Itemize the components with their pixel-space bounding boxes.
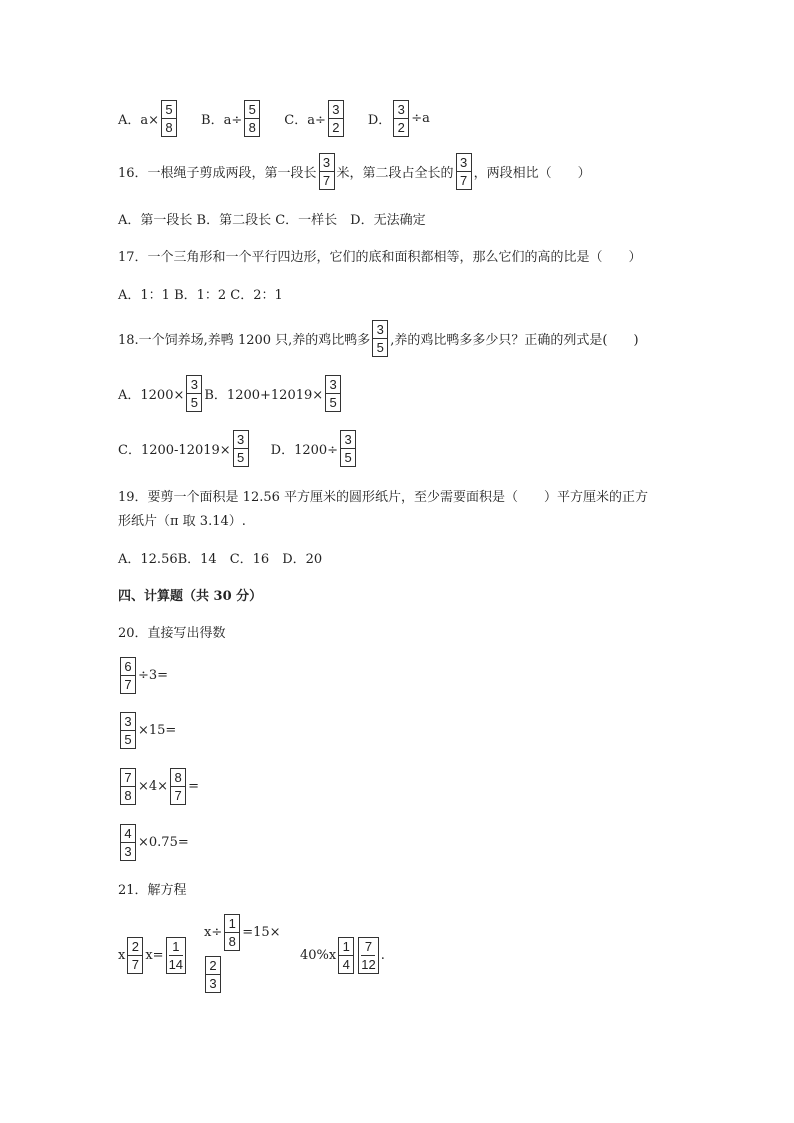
fraction: $\frac{1}{4}$: [338, 937, 354, 974]
fraction: $\frac{2}{7}$: [127, 937, 143, 974]
question-19-line-2: 形纸片（π 取 3.14）.: [118, 514, 246, 529]
option-c: C．a÷: [284, 113, 326, 128]
question-17: 17．一个三角形和一个平行四边形，它们的底和面积都相等，那么它们的高的比是（ ）: [118, 250, 642, 265]
q15-options: A．a× $\frac{5}{8}$ B．a÷ $\frac{5}{8}$ C．a÷ $\frac{3}{2}$ D． $\frac{3}{2}$ ÷a: [118, 102, 430, 135]
fraction: $\frac{3}{5}$: [372, 320, 388, 357]
fraction: $\frac{3}{5}$: [340, 430, 356, 467]
q17-options: A．1：1 B．1：2 C．2：1: [118, 288, 283, 303]
option-d: D．: [367, 113, 392, 128]
fraction: $\frac{3}{2}$: [393, 100, 409, 137]
q19-options: A．12.56B．14 C．16 D．20: [118, 552, 323, 567]
fraction: $\frac{3}{2}$: [328, 100, 344, 137]
equation-1: x $\frac{2}{7}$ x= $\frac{1}{14}$: [118, 937, 188, 974]
fraction: $\frac{5}{8}$: [244, 100, 260, 137]
fraction: $\frac{3}{5}$: [233, 430, 249, 467]
option-b: B．a÷: [201, 113, 243, 128]
equation-2-fraction: [203, 956, 223, 993]
fraction: $\frac{3}{5}$: [186, 375, 202, 412]
fraction: $\frac{8}{7}$: [170, 768, 186, 805]
expression-3: $\frac{7}{8}$ ×4× $\frac{8}{7}$ =: [118, 768, 199, 805]
section-title: 四、计算题（共 30 分）: [118, 589, 263, 604]
expression-4: $\frac{4}{3}$ ×0.75=: [118, 824, 189, 861]
fraction: $\frac{4}{3}$: [120, 824, 136, 861]
fraction: $\frac{6}{7}$: [120, 657, 136, 694]
option-b: B．1200+12019×: [204, 388, 324, 403]
option-a: A．1200×: [118, 388, 185, 403]
fraction: $\frac{7}{12}$: [358, 937, 378, 974]
fraction: $\frac{5}{8}$: [161, 100, 177, 137]
question-20-title: 20．直接写出得数: [118, 626, 226, 641]
fraction: $\frac{3}{7}$: [319, 153, 335, 190]
fraction: $\frac{3}{5}$: [120, 712, 136, 749]
fraction: $\frac{3}{7}$: [456, 153, 472, 190]
option-d: D．1200÷: [270, 443, 339, 458]
expression-2: $\frac{3}{5}$ ×15=: [118, 712, 176, 749]
fraction: $\frac{1}{8}$: [224, 914, 240, 951]
equation-2: x÷ $\frac{1}{8}$ =15×: [204, 916, 281, 949]
question-18: 18.一个饲养场,养鸭 1200 只,养的鸡比鸭多 $\frac{3}{5}$ ,养的鸡比鸭多多少只？正确的列式是( ): [118, 322, 639, 355]
q18-options-ab: [118, 375, 343, 412]
fraction: $\frac{3}{5}$: [325, 375, 341, 412]
option-c: C．1200-12019×: [118, 443, 231, 458]
fraction: $\frac{1}{14}$: [166, 937, 186, 974]
question-16: 16．一根绳子剪成两段，第一段长 $\frac{3}{7}$ 米，第二段占全长的 $\frac{3}{7}$ ，两段相比（ ）: [118, 155, 591, 188]
fraction: $\frac{7}{8}$: [120, 768, 136, 805]
fraction: $\frac{2}{3}$: [205, 956, 221, 993]
expression-1: $\frac{6}{7}$ ÷3=: [118, 657, 168, 694]
question-19-line-1: 19．要剪一个面积是 12.56 平方厘米的圆形纸片，至少需要面积是（ ）平方厘米的正方: [118, 490, 649, 505]
q16-options: A．第一段长 B．第二段长 C．一样长 D．无法确定: [118, 213, 426, 228]
equation-3: 40%x $\frac{1}{4}$ $\frac{7}{12}$ .: [300, 939, 385, 972]
option-a: A．a×: [118, 113, 160, 128]
q18-options-cd: [118, 430, 358, 467]
question-21-title: 21．解方程: [118, 883, 187, 898]
